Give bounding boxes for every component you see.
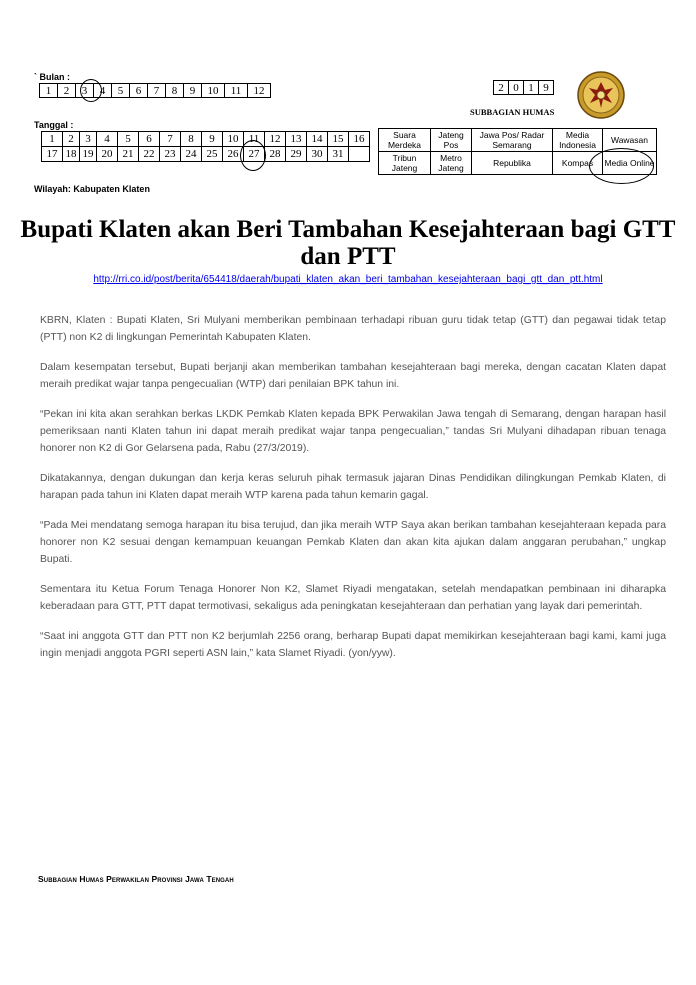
media-cell: Media Indonesia	[553, 129, 603, 152]
year-digit: 9	[539, 81, 554, 95]
media-cell: Jawa Pos/ Radar Semarang	[472, 129, 553, 152]
day-cell: 15	[328, 132, 349, 147]
day-cell: 26	[223, 147, 244, 162]
day-cell: 23	[160, 147, 181, 162]
wilayah-label: Wilayah: Kabupaten Klaten	[34, 184, 150, 194]
day-cell: 9	[202, 132, 223, 147]
day-cell: 19	[80, 147, 97, 162]
article-paragraph: “Pada Mei mendatang semoga harapan itu bisa terujud, dan jika meraih WTP Saya akan berikan tambahan kesejahteraan kepada para honorer non K2 sesuai dengan kemampuan keuangan Pemkab Klaten dan akan kita ajukan dalam anggaran perubahan,” ungkap Bupati.	[40, 520, 666, 565]
month-table	[39, 83, 271, 98]
year-digit: 2	[494, 81, 509, 95]
month-cell: 4	[94, 84, 112, 98]
year-digit: 0	[509, 81, 524, 95]
day-cell: 14	[307, 132, 328, 147]
article-paragraph: Dalam kesempatan tersebut, Bupati berjanji akan memberikan tambahan kesejahteraan bagi mereka, dengan cacatan Klaten dapat meraih predikat wajar tanpa pengecualian (WTP) dari penilaian BPK tahun ini.	[40, 362, 666, 390]
day-cell: 3	[80, 132, 97, 147]
day-cell: 25	[202, 147, 223, 162]
day-cell: 17	[42, 147, 63, 162]
media-cell: Jateng Pos	[431, 129, 472, 152]
emblem-logo	[576, 70, 626, 120]
day-cell: 24	[181, 147, 202, 162]
day-cell: 20	[97, 147, 118, 162]
day-table	[41, 131, 370, 162]
day-cell: 4	[97, 132, 118, 147]
footer-agency: Subbagian Humas Perwakilan Provinsi Jawa Tengah	[38, 874, 234, 884]
day-cell: 7	[160, 132, 181, 147]
month-cell: 6	[130, 84, 148, 98]
article-body	[40, 312, 666, 675]
month-cell: 12	[248, 84, 271, 98]
month-cell-selected: 3	[76, 84, 94, 98]
day-cell-selected: 27	[244, 147, 265, 162]
media-cell: Metro Jateng	[431, 152, 472, 175]
media-selection-circle	[589, 148, 654, 184]
day-cell: 30	[307, 147, 328, 162]
day-cell: 6	[139, 132, 160, 147]
month-cell: 7	[148, 84, 166, 98]
media-cell: Tribun Jateng	[379, 152, 431, 175]
day-cell: 10	[223, 132, 244, 147]
day-cell: 12	[265, 132, 286, 147]
bulan-label: ` Bulan :	[34, 72, 70, 82]
day-cell: 28	[265, 147, 286, 162]
month-cell: 8	[166, 84, 184, 98]
article-title: Bupati Klaten akan Beri Tambahan Kesejahteraan bagi GTT dan PTT	[20, 216, 676, 270]
day-cell: 11	[244, 132, 265, 147]
agency-name: SUBBAGIAN HUMAS	[470, 107, 555, 117]
day-cell: 2	[63, 132, 80, 147]
article-paragraph: Sementara itu Ketua Forum Tenaga Honorer Non K2, Slamet Riyadi mengatakan, setelah mendapatkan pembinaan ini diharapka keberadaan para GTT, PTT dapat termotivasi, sekaligus ada peningkatan kesejahteraan dan perhatian yang layak dari pemerintah.	[40, 584, 666, 612]
article-paragraph: Dikatakannya, dengan dukungan dan kerja keras seluruh pihak termasuk jajaran Dinas Pendidikan dilingkungan Pemkab Klaten, di harapan pada tahun ini Klaten dapat meraih WTP karena pada tahun kemarin gagal.	[40, 473, 666, 501]
month-cell: 1	[40, 84, 58, 98]
day-cell: 1	[42, 132, 63, 147]
tanggal-label: Tanggal :	[34, 120, 74, 130]
day-cell: 5	[118, 132, 139, 147]
year-digit: 1	[524, 81, 539, 95]
day-cell	[349, 147, 370, 162]
month-cell: 5	[112, 84, 130, 98]
day-cell: 22	[139, 147, 160, 162]
day-cell: 29	[286, 147, 307, 162]
month-cell: 2	[58, 84, 76, 98]
year-table	[493, 80, 554, 95]
media-cell: Wawasan	[603, 129, 657, 152]
day-cell: 8	[181, 132, 202, 147]
day-cell: 18	[63, 147, 80, 162]
month-selection-circle	[80, 79, 102, 102]
day-cell: 21	[118, 147, 139, 162]
day-cell: 16	[349, 132, 370, 147]
month-cell: 10	[202, 84, 225, 98]
day-cell: 13	[286, 132, 307, 147]
article-url-link[interactable]: http://rri.co.id/post/berita/654418/daerah/bupati_klaten_akan_beri_tambahan_kesejahteraan_bagi_gtt_dan_ptt.html	[93, 274, 603, 285]
media-cell-selected: Media Online	[603, 152, 657, 175]
article-paragraph: KBRN, Klaten : Bupati Klaten, Sri Mulyani memberikan pembinaan terhadapi ribuan guru tidak tetap (GTT) dan pegawai tidak tetap (PTT) non K2 di lingkungan Pemerintah Kabupaten Klaten.	[40, 315, 666, 343]
media-cell: Suara Merdeka	[379, 129, 431, 152]
day-cell: 31	[328, 147, 349, 162]
article-paragraph: “Saat ini anggota GTT dan PTT non K2 berjumlah 2256 orang, berharap Bupati dapat memikirkan kesejahteraan bagi kami, kami juga ingin menjadi anggota PGRI seperti ASN lain,” kata Slamet Riyadi. (yon/yyw).	[40, 631, 666, 659]
day-selection-circle	[240, 140, 266, 171]
media-cell: Kompas	[553, 152, 603, 175]
month-cell: 9	[184, 84, 202, 98]
article-paragraph: “Pekan ini kita akan serahkan berkas LKDK Pemkab Klaten kepada BPK Perwakilan Jawa tengah di Semarang, dengan harapan hasil pemeriksaan nanti Klaten tahun ini dapat meraih predikat wajar tanpa pengecualian,” tandas Sri Mulyani dihadapan ribuan tenaga honorer non K2 di Gor Gelarsena pada, Rabu (27/3/2019).	[40, 409, 666, 454]
media-cell: Republika	[472, 152, 553, 175]
month-cell: 11	[225, 84, 248, 98]
